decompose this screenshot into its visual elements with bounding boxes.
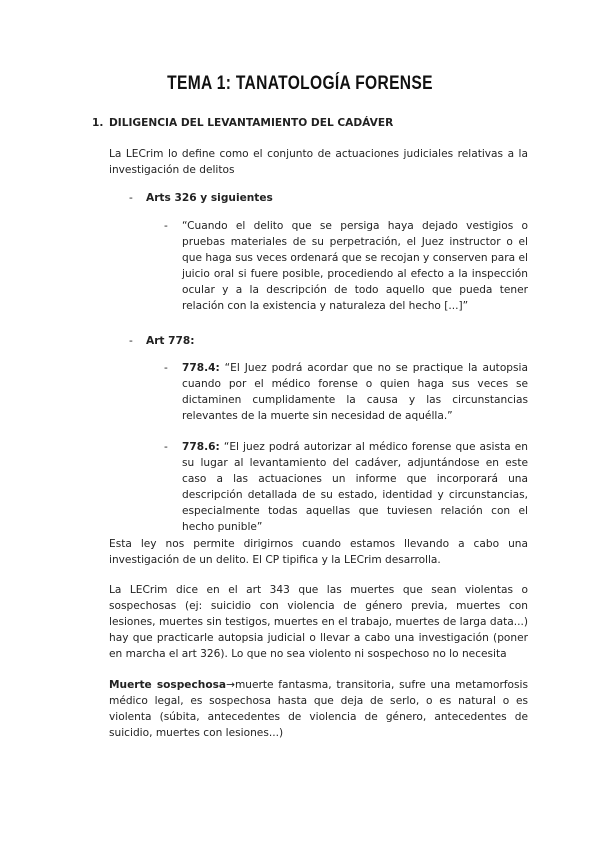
- art326-label: Arts 326 y siguientes: [146, 192, 273, 204]
- paragraph-muerte-sospechosa: [109, 677, 528, 741]
- bullet-dash: -: [164, 441, 168, 453]
- bullet-dash: -: [129, 192, 133, 204]
- section-number: 1.: [92, 117, 104, 129]
- art778-6-ref: 778.6:: [182, 441, 220, 453]
- paragraph-art343: La LECrim dice en el art 343 que las muertes que sean violentas o sospechosas (ej: suicidio con violencia de género previa, muertes con lesiones, muertes sin testigos, muertes en el trabajo, muertes de larga data...) hay que practicarle autopsia judicial o llevar a cabo una investigación (poner en marcha el art 326). Lo que no sea violento ni sospechoso no lo necesita: [109, 584, 528, 660]
- section-heading: [92, 115, 393, 131]
- intro-paragraph: La LECrim lo define como el conjunto de actuaciones judiciales relativas a la investigación de delitos: [109, 148, 528, 176]
- art778-label: Art 778:: [146, 335, 195, 347]
- art778-4-ref: 778.4:: [182, 362, 220, 374]
- paragraph-ley: Esta ley nos permite dirigirnos cuando estamos llevando a cabo una investigación de un delito. El CP tipifica y la LECrim desarrolla.: [109, 538, 528, 566]
- art778-4-text: “El Juez podrá acordar que no se practique la autopsia cuando por el médico forense o quien haga sus veces se dictaminen cumplidamente la causa y las circunstancias relevantes de la muerte sin necesidad de aquélla.”: [182, 362, 528, 422]
- art326-quote: “Cuando el delito que se persiga haya dejado vestigios o pruebas materiales de su perpetración, el Juez instructor o el que haga sus veces ordenará que se recojan y conserven para el juicio oral si fuere posible, procediendo al efecto a la inspección ocular y a la descripción de todo aquello que pueda tener relación con la existencia y naturaleza del hecho [...]”: [182, 220, 528, 312]
- art778-6-text: “El juez podrá autorizar al médico forense que asista en su lugar al levantamiento del cadáver, adjuntándose en este caso a las actuaciones un informe que incorporará una descripción detallada de su estado, identidad y circunstancias, especialmente todas aquellas que tuviesen relación con el hecho punible”: [182, 441, 528, 533]
- page-title: TEMA 1: TANATOLOGÍA FORENSE: [167, 73, 433, 94]
- art778-6-item: [182, 439, 528, 535]
- bullet-dash: -: [164, 362, 168, 374]
- muerte-sospechosa-text: →muerte fantasma, transitoria, sufre una metamorfosis médico legal, es sospechosa hasta que deja de serlo, o es natural o es violenta (súbita, antecedentes de violencia de género, antecedentes de suicidio, muertes con lesiones...): [109, 679, 528, 739]
- section-heading-text: DILIGENCIA DEL LEVANTAMIENTO DEL CADÁVER: [109, 117, 394, 129]
- art778-4-item: [182, 360, 528, 424]
- muerte-sospechosa-term: Muerte sospechosa: [109, 679, 227, 691]
- bullet-dash: -: [164, 220, 168, 232]
- bullet-dash: -: [129, 335, 133, 347]
